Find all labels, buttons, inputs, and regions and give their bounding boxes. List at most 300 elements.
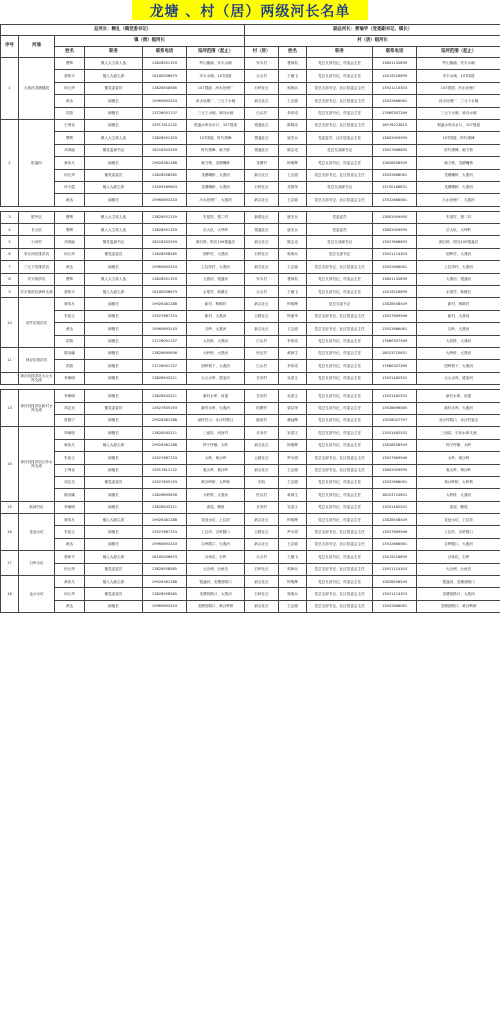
village-name-cell: 钟丽华: [279, 310, 307, 322]
town-name-cell: 黄伟凡: [55, 514, 85, 526]
town-range-cell: 龙塘嘴桥、大燕河: [187, 181, 245, 193]
village-name-cell: 梁启荣: [279, 402, 307, 414]
village-duty-cell: 党总支部书记、村委会主任: [307, 107, 373, 119]
town-name-cell: 曹辉: [55, 211, 85, 223]
town-name-cell: 陈治谦: [55, 347, 85, 359]
village-phone-cell: 13802909995: [373, 132, 417, 144]
river-cell: 银中坑: [19, 211, 55, 223]
town-phone-cell: 19926381288: [143, 298, 187, 310]
town-name-cell: 刘志光: [55, 402, 85, 414]
village-duty-cell: 党总支部书记、社区居委会主任: [307, 194, 373, 206]
village-duty-cell: 党总支部书记、村委会主任: [307, 372, 373, 384]
village-phone-cell: 18023710651: [373, 347, 417, 359]
town-duty-cell: 副镇长: [85, 538, 143, 550]
town-range-cell: 三南站、河河村: [187, 427, 245, 439]
table-row: [1, 310, 500, 322]
village-name-cell: 黄润生: [279, 489, 307, 501]
village-duty-cell: 党总支部书记、社区居委会主任: [307, 588, 373, 600]
village-duty-cell: 党总支部书记、社区居委会主任: [307, 95, 373, 107]
village-phone-cell: 13921114303: [373, 563, 417, 575]
village-header: 村（居）: [245, 47, 279, 58]
town-phone-cell: 13828543211: [143, 390, 187, 402]
town-name-cell: 朱焰文: [55, 310, 85, 322]
town-phone-cell: 19960693243: [143, 194, 187, 206]
table-row: [1, 563, 500, 575]
village-range-cell: 新村、桥畔村: [417, 298, 500, 310]
seq-cell: 4: [1, 224, 19, 236]
town-duty-cell: 副镇长: [85, 310, 143, 322]
seq-cell: 16: [1, 514, 19, 551]
village-duty-cell: 党总支部书记、村委会主任: [307, 414, 373, 426]
village-range-cell: 银盏河、龙塘营路口: [417, 576, 500, 588]
town-range-cell: 大岭、黄沙岭: [187, 452, 245, 464]
village-unit-cell: 新吉社区: [245, 261, 279, 273]
town-duty-cell: 副镇长: [85, 464, 143, 476]
village-duty-cell: 党总支部书记、社区居委会主任: [307, 538, 373, 550]
town-range-cell: 新村、大燕河: [187, 310, 245, 322]
town-duty-cell: 镇人大副主席: [85, 514, 143, 526]
village-name-cell: 黄润生: [279, 347, 307, 359]
town-name-cell: 黄伟凡: [55, 576, 85, 588]
seq-cell: 13: [1, 390, 19, 427]
village-unit-cell: 银盏社区: [245, 132, 279, 144]
village-unit-cell: 石岭社区: [245, 82, 279, 94]
table-row: [1, 489, 500, 501]
village-phone-cell: 13802909995: [373, 211, 417, 223]
village-phone-cell: 17680307269: [373, 107, 417, 119]
village-name-cell: 王志聪: [279, 600, 307, 612]
town-range-cell: 绿民村口、赤沙村路口: [187, 414, 245, 426]
village-phone-cell: 13802909995: [373, 224, 417, 236]
seq-cell: 6: [1, 248, 19, 260]
village-range-cell: 新村水库、河道: [417, 390, 500, 402]
village-range-cell: 银盏水库出水口、107国道: [417, 119, 500, 131]
town-phone-cell: 19960693243: [143, 323, 187, 335]
town-range-cell: 污水处理厂、大燕河: [187, 194, 245, 206]
town-duty-cell: 镇人大副主席: [85, 439, 143, 451]
village-name-cell: 钟明辉: [279, 514, 307, 526]
town-range-cell: 大元水库、德亚河: [187, 372, 245, 384]
seq-cell: 17: [1, 551, 19, 576]
town-range-cell: 大岭桥、大燕河: [187, 489, 245, 501]
river-cell: 小河村: [19, 236, 55, 248]
river-cell: 三元下坑排洪坑: [19, 261, 55, 273]
table-row: [1, 335, 500, 347]
river-cell: 石岭水坑: [19, 551, 55, 576]
town-range-cell: 黄沙岭桥、大岭桥: [187, 476, 245, 488]
town-range-cell: 107国道、时代领峰: [187, 132, 245, 144]
town-phone-cell: 18218302559: [143, 144, 187, 156]
seq-cell: 15: [1, 501, 19, 513]
table-row: [1, 439, 500, 451]
river-header: 河涌: [19, 36, 55, 58]
town-name-cell: 朱焰文: [55, 526, 85, 538]
table-row: [1, 323, 500, 335]
village-range-cell: 上拉冲、吉岭隧口: [417, 526, 500, 538]
village-name-cell: 陈志光: [279, 236, 307, 248]
town-phone-cell: 13509269603: [143, 181, 187, 193]
village-name-cell: 钟明辉: [279, 576, 307, 588]
village-range-cell: 龙塘营路口、黄沙岭桥: [417, 600, 500, 612]
village-unit-cell: 新联社区: [245, 211, 279, 223]
town-duty-cell: 副镇长: [85, 526, 143, 538]
village-unit-cell: 民乐村: [245, 489, 279, 501]
village-duty-cell: 党总支部书记、村委会主任: [307, 58, 373, 70]
village-phone-cell: 13828558549: [373, 576, 417, 588]
village-duty-cell: 党总支部书记、社区居委会主任: [307, 600, 373, 612]
table-row: [1, 576, 500, 588]
table-row: [1, 402, 500, 414]
village-phone-cell: 13415518899: [373, 70, 417, 82]
village-range-cell: 大坑桥、大燕河: [417, 335, 500, 347]
town-duty-cell: 镇党委委员: [85, 248, 143, 260]
village-unit-cell: 新吉社区: [245, 538, 279, 550]
town-range-cell: 新村水库、河道: [187, 390, 245, 402]
town-phone-cell: 19926381288: [143, 576, 187, 588]
village-unit-cell: 湛沛村: [245, 414, 279, 426]
village-unit-cell: 石岭社区: [245, 588, 279, 600]
village-range-cell: 花冠水坑、上拉冲: [417, 514, 500, 526]
town-phone-cell: 19926381288: [143, 514, 187, 526]
table-row: [1, 372, 500, 384]
town-duty-cell: 副镇长: [85, 360, 143, 372]
town-phone-cell: 19960693243: [143, 600, 187, 612]
name-header: 姓名: [55, 47, 85, 58]
town-name-cell: 何元华: [55, 169, 85, 181]
table-row: [1, 119, 500, 131]
town-phone-cell: 13828558585: [143, 82, 187, 94]
town-name-cell: 何元华: [55, 588, 85, 600]
village-range-cell: 107国道、时代领峰: [417, 132, 500, 144]
village-duty-cell: 党总支部书记、村委会主任: [307, 576, 373, 588]
general-chief-header: 总河长：阙礼（镇党委书记）: [1, 25, 245, 36]
village-unit-cell: 长冲村: [245, 427, 279, 439]
village-range-cell: 黄沙岭桥、大岭桥: [417, 476, 500, 488]
town-phone-cell: 13828543211: [143, 427, 187, 439]
seq-cell: 8: [1, 273, 19, 285]
town-name-cell: 邓四能: [55, 236, 85, 248]
village-range-cell: 罗山镇涌、安丰水闸: [417, 58, 500, 70]
village-range-cell: 三南站、长冲水库支流: [417, 427, 500, 439]
seq-cell: 9: [1, 286, 19, 298]
village-range-cell: 长大坑、大坪岭: [417, 224, 500, 236]
town-duty-cell: 副镇长: [85, 414, 143, 426]
town-phone-cell: 13828551329: [143, 132, 187, 144]
village-range-cell: 鬼头岭、黄沙岭: [417, 464, 500, 476]
town-range-cell: 新村、桥畔村: [187, 298, 245, 310]
village-phone-cell: 13828558549: [373, 157, 417, 169]
town-range-cell: 源石桥、阳光100银盏店: [187, 236, 245, 248]
village-name-cell: 李希成: [279, 335, 307, 347]
village-range-cell: 吉岭、大燕河: [417, 323, 500, 335]
village-range-cell: 大元水库、德亚河: [417, 372, 500, 384]
table-row: [1, 82, 500, 94]
village-unit-cell: 石岭社区: [245, 181, 279, 193]
town-duty-cell: 副镇长: [85, 501, 143, 513]
table-row: [1, 427, 500, 439]
town-range-cell: 龙塘营路口、大燕河: [187, 588, 245, 600]
town-range-cell: 龙塘营路口、黄沙岭桥: [187, 600, 245, 612]
duty-header: 职务: [85, 47, 143, 58]
table-row: [1, 144, 500, 156]
village-range-cell: 上拉冲村、大燕河: [417, 261, 500, 273]
town-duty-cell: 副镇长: [85, 119, 143, 131]
town-name-cell: 李炯明: [55, 372, 85, 384]
town-range-cell: 时代领峰、载力桥: [187, 144, 245, 156]
town-name-cell: 朱焰文: [55, 452, 85, 464]
village-unit-cell: 新吉社区: [245, 576, 279, 588]
town-duty-cell: 副镇长: [85, 390, 143, 402]
town-name-cell: 黄达: [55, 261, 85, 273]
town-range-cell: 团岭村、大燕河: [187, 248, 245, 260]
town-phone-cell: 18218302559: [143, 236, 187, 248]
town-name-cell: 李炯明: [55, 427, 85, 439]
table-row: [1, 414, 500, 426]
village-phone-cell: 13922666061: [373, 261, 417, 273]
town-range-cell: 钟子坪镇、大岭: [187, 439, 245, 451]
town-name-cell: 曹辉: [55, 273, 85, 285]
town-name-cell: 黄达: [55, 95, 85, 107]
town-phone-cell: 13828551329: [143, 224, 187, 236]
village-name-cell: 郭海兵: [279, 248, 307, 260]
table-row: [1, 132, 500, 144]
village-name-cell: 王志聪: [279, 538, 307, 550]
village-range-cell: 三元下水闸、神谷水闸: [417, 107, 500, 119]
village-duty-cell: 党总支部书记、社区居委会主任: [307, 464, 373, 476]
seq-header: 序号: [1, 36, 19, 58]
village-range-cell: 龙塘嘴桥、大燕河: [417, 181, 500, 193]
river-cell: 神谷坑排洪坑长冲水库支流: [19, 427, 55, 501]
town-range-cell: 漆屋、赖屋: [187, 501, 245, 513]
village-name-cell: 曹润权: [279, 273, 307, 285]
table-row: [1, 286, 500, 298]
village-phone-cell: 13927666655: [373, 236, 417, 248]
village-name-cell: 王志聪: [279, 476, 307, 488]
table-row: [1, 273, 500, 285]
town-name-cell: 黄达: [55, 600, 85, 612]
town-phone-cell: 18165056679: [143, 286, 187, 298]
town-range-cell: 大燕河、银盏河: [187, 273, 245, 285]
village-duty-cell: 党总支部书记、社区居委会主任: [307, 82, 373, 94]
village-name-cell: 唐杰兵: [279, 211, 307, 223]
river-cell: 安丰排洪坑承岭支流: [19, 286, 55, 298]
town-duty-cell: 副镇长: [85, 157, 143, 169]
village-level-header: 村（居）级河长: [245, 36, 500, 47]
town-range-cell: 吉岭、大燕河: [187, 323, 245, 335]
town-range-cell: 载力桥、龙塘嘴桥: [187, 157, 245, 169]
village-duty-cell: 党总支部副书记: [307, 236, 373, 248]
village-name-cell: 赖灿辉: [279, 414, 307, 426]
town-range-cell: 上拉冲村、大燕河: [187, 261, 245, 273]
town-name-cell: 曹辉: [55, 58, 85, 70]
town-duty-cell: 镇人大副主席: [85, 181, 143, 193]
town-duty-cell: 镇人大主席人选: [85, 273, 143, 285]
village-unit-cell: 石岭社区: [245, 563, 279, 575]
village-name-cell: 郭海兵: [279, 588, 307, 600]
village-phone-cell: 18576223815: [373, 119, 417, 131]
town-phone-cell: 13927687333: [143, 526, 187, 538]
town-duty-cell: 副镇长: [85, 335, 143, 347]
range-header: 巡河范围（起止）: [187, 47, 245, 58]
table-row: [1, 588, 500, 600]
town-range-cell: 朱屋村、银二村: [187, 211, 245, 223]
village-duty-header: 职务: [307, 47, 373, 58]
seq-cell: 11: [1, 347, 19, 372]
village-name-cell: 陈锦光: [279, 119, 307, 131]
town-name-cell: 蔡和平: [55, 551, 85, 563]
town-range-cell: 龙塘嘴桥、大燕河: [187, 169, 245, 181]
table-body: [1, 58, 500, 613]
town-name-cell: 蔡和平: [55, 70, 85, 82]
town-range-cell: 罗山镇涌、安丰水闸: [187, 58, 245, 70]
town-duty-cell: 镇党委副书记: [85, 144, 143, 156]
town-duty-cell: 镇人大副主席: [85, 286, 143, 298]
table-row: [1, 360, 500, 372]
village-phone-cell: 18023710651: [373, 489, 417, 501]
village-range-cell: 大沙洲、沙鱼坑: [417, 563, 500, 575]
village-name-cell: 王志聪: [279, 323, 307, 335]
village-duty-cell: 党总支部书记、村委会主任: [307, 286, 373, 298]
village-unit-cell: 新吉社区: [245, 514, 279, 526]
village-duty-cell: 党总支部书记: [307, 248, 373, 260]
village-unit-cell: 长冲村: [245, 501, 279, 513]
village-phone-cell: 13828558549: [373, 298, 417, 310]
town-range-cell: 银盏河、龙塘营路口: [187, 576, 245, 588]
village-phone-cell: 13927669946: [373, 526, 417, 538]
village-name-cell: 吴清文: [279, 501, 307, 513]
village-duty-cell: 党委委员: [307, 224, 373, 236]
table-row: [1, 600, 500, 612]
village-unit-cell: 长冲村: [245, 372, 279, 384]
seq-cell: 2: [1, 119, 19, 206]
town-name-cell: 黄伟凡: [55, 298, 85, 310]
river-cell: 长大坑: [19, 224, 55, 236]
town-name-cell: 李炯明: [55, 390, 85, 402]
town-duty-cell: 镇党委委员: [85, 169, 143, 181]
village-name-cell: 王顺飞: [279, 70, 307, 82]
table-row: [1, 58, 500, 70]
town-name-cell: 黄伟凡: [55, 439, 85, 451]
village-unit-cell: 新吉社区: [245, 236, 279, 248]
town-duty-cell: 镇人大副主席: [85, 576, 143, 588]
town-name-cell: 洪蔚: [55, 360, 85, 372]
town-range-cell: 大沙洲、沙鱼坑: [187, 563, 245, 575]
town-name-cell: 蔡和平: [55, 286, 85, 298]
table-row: [1, 211, 500, 223]
town-phone-cell: 13828551329: [143, 58, 187, 70]
village-name-cell: 王志聪: [279, 169, 307, 181]
river-cell: 银盏河: [19, 119, 55, 206]
town-range-cell: 长大坑、大坪岭: [187, 224, 245, 236]
town-phone-cell: 19960693243: [143, 538, 187, 550]
table-row: [1, 194, 500, 206]
town-name-cell: 张隆宁: [55, 414, 85, 426]
town-range-cell: 水尾村、新镇长: [187, 286, 245, 298]
village-unit-cell: 云路社区: [245, 526, 279, 538]
table-row: [1, 452, 500, 464]
village-unit-cell: 白头村: [245, 335, 279, 347]
village-range-cell: 大燕河、银盏河: [417, 273, 500, 285]
village-name-cell: 钟明辉: [279, 298, 307, 310]
village-range-header: 巡河范围（起止）: [417, 47, 500, 58]
village-phone-cell: 13922666061: [373, 476, 417, 488]
village-unit-cell: 云路社区: [245, 310, 279, 322]
town-phone-cell: 13726051707: [143, 107, 187, 119]
village-name-cell: 陈志光: [279, 144, 307, 156]
village-range-cell: 时代领峰、载力桥: [417, 144, 500, 156]
village-name-cell: 王志聪: [279, 194, 307, 206]
seq-cell: 5: [1, 236, 19, 248]
town-duty-cell: 副镇长: [85, 600, 143, 612]
town-phone-cell: 13927687333: [143, 310, 187, 322]
village-duty-cell: 党总支部书记、村委会主任: [307, 70, 373, 82]
village-range-cell: 载力桥、龙塘嘴桥: [417, 157, 500, 169]
village-range-cell: 大岭桥、大燕河: [417, 489, 500, 501]
page-title: 龙塘 、村（居）两级河长名单: [149, 4, 351, 20]
table-row: [1, 476, 500, 488]
town-phone-cell: 13726051707: [143, 360, 187, 372]
town-phone-cell: 13927635193: [143, 476, 187, 488]
village-phone-header: 联系电话: [373, 47, 417, 58]
seq-cell: 7: [1, 261, 19, 273]
town-range-cell: 大岭桥、大燕河: [187, 347, 245, 359]
town-range-cell: 沙鱼坑、石岭: [187, 551, 245, 563]
village-phone-cell: 13928696585: [373, 402, 417, 414]
river-cell: 金沙水坑: [19, 576, 55, 613]
village-duty-cell: 党总支部书记、村委会主任: [307, 551, 373, 563]
village-phone-cell: 13927666655: [373, 144, 417, 156]
table-row: [1, 347, 500, 359]
village-phone-cell: 13501462552: [373, 390, 417, 402]
village-duty-cell: 党总支部书记、村委会主任: [307, 501, 373, 513]
river-cell: 大燕河龙塘镇段: [19, 58, 55, 120]
village-phone-cell: 13922666061: [373, 600, 417, 612]
village-unit-cell: 旧坑: [245, 476, 279, 488]
village-duty-cell: 党总支部书记、社区居委会主任: [307, 310, 373, 322]
village-name-cell: 唐杰兵: [279, 224, 307, 236]
village-duty-cell: 党总支部书记、社区居委会主任: [307, 169, 373, 181]
village-range-cell: 赤沙村路口、赤沙村委会: [417, 414, 500, 426]
town-range-cell: 河水处理厂、三元下水闸: [187, 95, 245, 107]
village-unit-cell: 新吉社区: [245, 169, 279, 181]
town-name-cell: 邓四能: [55, 144, 85, 156]
village-range-cell: 大岭、黄沙岭: [417, 452, 500, 464]
village-name-cell: 王志聪: [279, 261, 307, 273]
village-range-cell: 水尾村、新镇长: [417, 286, 500, 298]
village-unit-cell: 大吉村: [245, 70, 279, 82]
town-duty-cell: 镇党委副书记: [85, 236, 143, 248]
town-duty-cell: 镇人大主席人选: [85, 132, 143, 144]
village-range-cell: 新村、大燕河: [417, 310, 500, 322]
village-unit-cell: 银盏社区: [245, 119, 279, 131]
village-name-cell: 王志聪: [279, 464, 307, 476]
river-chief-table: [0, 24, 500, 613]
village-unit-cell: 长冲村: [245, 390, 279, 402]
town-name-cell: 洪蔚: [55, 335, 85, 347]
village-range-cell: 河水处理厂、三元下水闸: [417, 95, 500, 107]
village-duty-cell: 党总支部书记、村委会主任: [307, 347, 373, 359]
town-phone-cell: 13828558585: [143, 588, 187, 600]
town-name-cell: 曹辉: [55, 132, 85, 144]
village-range-cell: 107国道、河水处理厂: [417, 82, 500, 94]
town-phone-cell: 19960693243: [143, 261, 187, 273]
village-name-cell: 王志聪: [279, 95, 307, 107]
village-duty-cell: 党总支部书记、社区居委会主任: [307, 323, 373, 335]
town-name-cell: 黄伟凡: [55, 157, 85, 169]
town-phone-cell: 13927635193: [143, 402, 187, 414]
town-duty-cell: 镇党委委员: [85, 82, 143, 94]
town-duty-cell: 副镇长: [85, 194, 143, 206]
